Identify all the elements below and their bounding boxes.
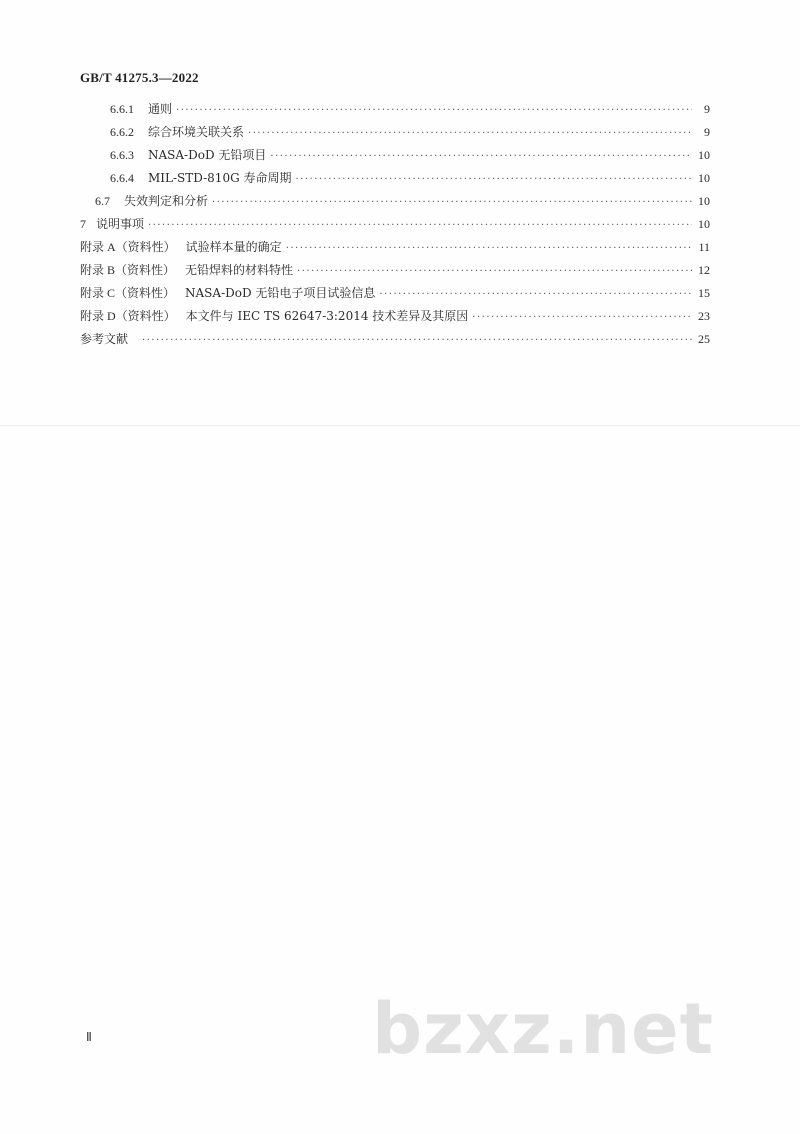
toc-entry-page: 12: [698, 263, 710, 277]
toc-entry-page: 9: [704, 102, 710, 116]
toc-entry-page: 9: [704, 125, 710, 139]
toc-entry[interactable]: [80, 167, 710, 190]
toc-entry-title: 失效判定和分析: [124, 194, 209, 208]
toc-entry-page: 10: [698, 171, 710, 185]
toc-dot-leader: [176, 99, 692, 122]
toc-entry-number: 6.6.2: [110, 125, 134, 139]
toc-entry-number: 6.6.3: [110, 148, 134, 162]
toc-dot-leader: [270, 145, 692, 168]
toc-entry-number: 6.6.1: [110, 102, 134, 116]
toc-entry-page: 10: [698, 194, 710, 208]
toc-entry-page: 10: [698, 148, 710, 162]
toc-entry-number: 附录 D（资料性）: [80, 309, 176, 323]
toc-entry-page: 11: [698, 240, 710, 254]
toc-dot-leader: [472, 306, 692, 329]
toc-entry[interactable]: [80, 144, 710, 167]
toc-entry-title: 通则: [148, 102, 173, 116]
toc-dot-leader: [379, 283, 692, 306]
toc-entry[interactable]: [80, 305, 710, 328]
table-of-contents: [80, 98, 710, 351]
toc-entry-number: 附录 A（资料性）: [80, 240, 176, 254]
toc-dot-leader: [212, 191, 692, 214]
footer-page-number: Ⅱ: [86, 1030, 92, 1044]
toc-entry-number: 附录 B（资料性）: [80, 263, 176, 277]
toc-entry-page: 10: [698, 217, 710, 231]
toc-entry[interactable]: [80, 259, 710, 282]
toc-dot-leader: [248, 122, 692, 145]
toc-dot-leader: [297, 260, 692, 283]
toc-entry-title: 本文件与 IEC TS 62647-3:2014 技术差异及其原因: [185, 309, 469, 323]
toc-entry-page: 25: [698, 332, 710, 346]
toc-entry-title: 试验样本量的确定: [185, 240, 282, 254]
toc-entry[interactable]: [80, 190, 710, 213]
toc-entry-page: 23: [698, 309, 710, 323]
toc-entry[interactable]: [80, 98, 710, 121]
toc-dot-leader: [286, 237, 692, 260]
toc-dot-leader: [148, 214, 692, 237]
page-divider: [0, 425, 800, 426]
toc-entry[interactable]: [80, 213, 710, 236]
toc-entry-title: NASA-DoD 无铅项目: [148, 148, 267, 162]
toc-entry-page: 15: [698, 286, 710, 300]
toc-entry-number: 6.7: [95, 194, 110, 208]
toc-entry-title: 说明事项: [96, 217, 145, 231]
toc-dot-leader: [295, 168, 692, 191]
toc-entry-number: 参考文献: [80, 332, 129, 346]
toc-entry[interactable]: [80, 121, 710, 144]
toc-entry-title: NASA-DoD 无铅电子项目试验信息: [185, 286, 376, 300]
toc-dot-leader: [142, 329, 692, 352]
toc-entry-number: 6.6.4: [110, 171, 134, 185]
toc-entry-number: 7: [80, 217, 86, 231]
toc-entry[interactable]: [80, 236, 710, 259]
toc-entry-title: MIL-STD-810G 寿命周期: [148, 171, 292, 185]
toc-entry-title: 综合环境关联关系: [148, 125, 245, 139]
toc-entry-number: 附录 C（资料性）: [80, 286, 176, 300]
toc-entry-title: 无铅焊料的材料特性: [185, 263, 294, 277]
toc-entry[interactable]: [80, 328, 710, 351]
standard-number-header: GB/T 41275.3—2022: [80, 70, 199, 85]
toc-entry[interactable]: [80, 282, 710, 305]
watermark-text: bzxz.net: [372, 988, 715, 1070]
